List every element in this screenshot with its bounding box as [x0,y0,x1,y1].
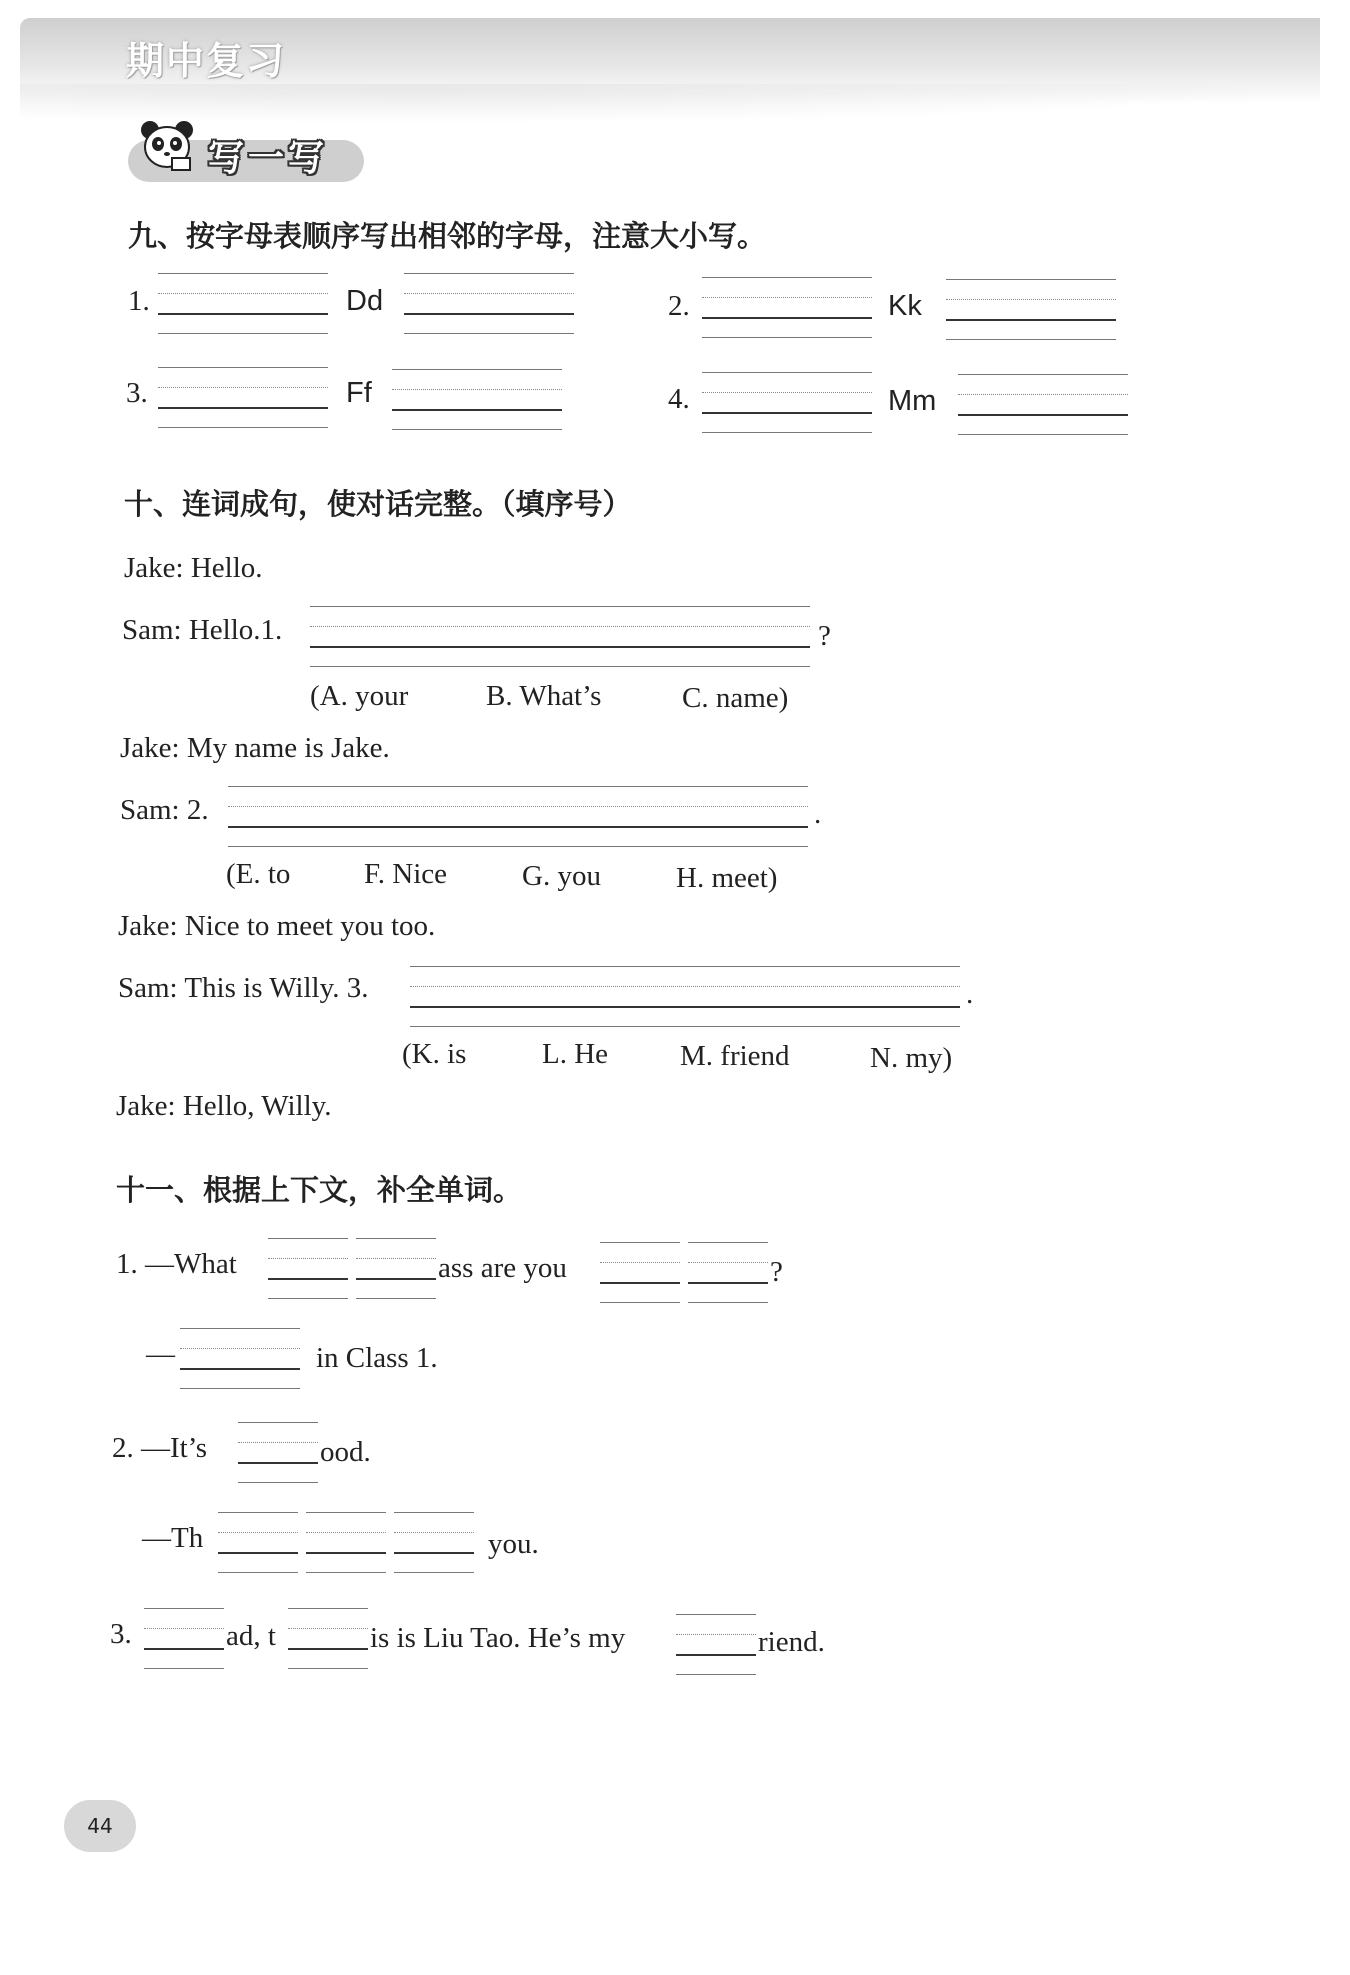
q9-item1-letter: Dd [346,285,384,317]
q10-opt2-f: F. Nice [364,858,448,890]
q9-item2-blank-after[interactable] [946,279,1116,339]
q11-line2-mid: ood. [320,1436,371,1468]
q11-line2-answer-blank1[interactable] [218,1512,298,1572]
q11-line3-num: 3. [110,1618,132,1650]
q9-item4-num: 4. [668,383,690,415]
q11-line1-blank2[interactable] [356,1238,436,1298]
q11-line3-blank1[interactable] [144,1608,224,1668]
q10-blank3[interactable] [410,966,960,1026]
q11-line1-start: 1. —What [116,1248,237,1280]
q11-line3-blank3[interactable] [676,1614,756,1674]
q11-line1-answer-dash: — [146,1338,175,1370]
q11-line1-blank4[interactable] [688,1242,768,1302]
q10-sam-line2-end: . [814,798,822,830]
q10-opt1-c: C. name) [682,682,789,714]
q10-sam-line3-end: . [966,978,974,1010]
q9-item2-blank-before[interactable] [702,277,872,337]
q10-sam-line1-end: ? [818,620,831,652]
q10-sam-line1: Sam: Hello.1. [122,614,283,646]
q11-line2-answer-blank2[interactable] [306,1512,386,1572]
q10-jake-line1: Jake: Hello. [124,552,263,584]
q11-line1-blank1[interactable] [268,1238,348,1298]
q9-item3-letter: Ff [346,377,372,409]
q10-opt3-m: M. friend [680,1040,790,1072]
q9-item3-blank-before[interactable] [158,367,328,427]
q9-item2-letter: Kk [888,290,922,322]
q10-sam-line3: Sam: This is Willy. 3. [118,972,369,1004]
q10-opt3-l: L. He [542,1038,609,1070]
q10-opt1-a: (A. your [310,680,409,712]
q9-item4-blank-before[interactable] [702,372,872,432]
q9-item3-num: 3. [126,377,148,409]
q11-line1-answer-text: in Class 1. [316,1342,438,1374]
q10-heading: 十、连词成句，使对话完整。（填序号） [124,487,632,521]
q9-heading: 九、按字母表顺序写出相邻的字母，注意大小写。 [128,219,767,253]
q11-line2-answer-end: you. [488,1528,539,1560]
panda-icon [138,118,196,174]
q9-item4-blank-after[interactable] [958,374,1128,434]
q10-opt1-b: B. What’s [486,680,602,712]
page-number: 44 [64,1800,136,1852]
q11-line3-end: riend. [758,1626,825,1658]
q9-item1-blank-before[interactable] [158,273,328,333]
q10-opt3-n: N. my) [870,1042,953,1074]
q10-opt2-h: H. meet) [676,862,778,894]
q11-line2-start: 2. —It’s [112,1432,208,1464]
q10-sam-line2: Sam: 2. [120,794,209,826]
q11-line1-answer-blank[interactable] [180,1328,300,1388]
q9-item2-num: 2. [668,290,690,322]
q9-item4-letter: Mm [888,385,937,417]
q11-line2-answer-start: —Th [142,1522,204,1554]
q11-line3-blank2[interactable] [288,1608,368,1668]
q10-opt2-g: G. you [522,860,601,892]
q9-item3-blank-after[interactable] [392,369,562,429]
q10-jake-line3: Jake: Nice to meet you too. [118,910,436,942]
q11-line2-answer-blank3[interactable] [394,1512,474,1572]
q11-line1-mid: ass are you [438,1252,567,1284]
q9-item1-num: 1. [128,285,150,317]
q10-opt3-k: (K. is [402,1038,467,1070]
q11-line3-part2: is is Liu Tao. He’s my [370,1622,626,1654]
section-label: 写一写 [208,138,329,179]
q11-line1-end: ? [770,1256,783,1288]
q11-line3-part1: ad, t [226,1620,276,1652]
q10-opt2-e: (E. to [226,858,291,890]
q9-item1-blank-after[interactable] [404,273,574,333]
q10-jake-line2: Jake: My name is Jake. [120,732,390,764]
q10-jake-line4: Jake: Hello, Willy. [116,1090,332,1122]
q10-blank1[interactable] [310,606,810,666]
q11-line1-blank3[interactable] [600,1242,680,1302]
q11-line2-blank1[interactable] [238,1422,318,1482]
q11-heading: 十一、根据上下文，补全单词。 [116,1173,523,1207]
header-title: 期中复习 [126,39,287,83]
q10-blank2[interactable] [228,786,808,846]
